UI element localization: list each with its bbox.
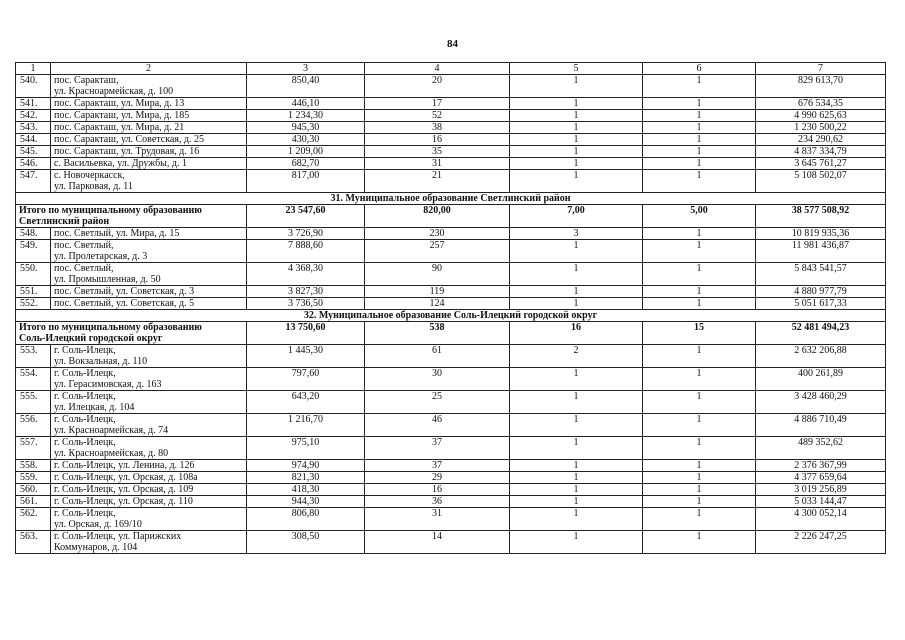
row-col6: 1 <box>643 460 756 472</box>
row-residents: 257 <box>365 240 510 263</box>
page-number: 84 <box>447 38 458 50</box>
row-col5: 1 <box>510 122 643 134</box>
table-row <box>16 75 886 98</box>
row-address-line: ул. Орская, д. 169/10 <box>54 519 142 530</box>
row-address <box>51 472 247 484</box>
row-cost: 2 632 206,88 <box>756 345 886 368</box>
row-address <box>51 484 247 496</box>
column-header: 3 <box>247 63 365 75</box>
row-residents: 119 <box>365 286 510 298</box>
row-cost: 234 290,62 <box>756 134 886 146</box>
total-col6: 5,00 <box>643 205 756 228</box>
row-col6: 1 <box>643 263 756 286</box>
table-row <box>16 286 886 298</box>
row-number: 555. <box>16 391 51 414</box>
row-residents: 52 <box>365 110 510 122</box>
row-residents: 20 <box>365 75 510 98</box>
row-residents: 29 <box>365 472 510 484</box>
section-title: 32. Муниципальное образование Соль-Илецкий городской округ <box>16 310 886 322</box>
row-col6: 1 <box>643 391 756 414</box>
row-cost: 4 377 659,64 <box>756 472 886 484</box>
table-header-row <box>16 63 886 75</box>
row-col5: 1 <box>510 170 643 193</box>
table-row <box>16 508 886 531</box>
row-col6: 1 <box>643 286 756 298</box>
housing-registry-table <box>15 62 886 554</box>
row-cost: 4 990 625,63 <box>756 110 886 122</box>
row-address <box>51 368 247 391</box>
row-residents: 90 <box>365 263 510 286</box>
row-number: 554. <box>16 368 51 391</box>
row-col6: 1 <box>643 158 756 170</box>
row-col6: 1 <box>643 531 756 554</box>
row-cost: 400 261,89 <box>756 368 886 391</box>
row-area: 3 827,30 <box>247 286 365 298</box>
table-row <box>16 134 886 146</box>
row-col5: 1 <box>510 240 643 263</box>
table-row <box>16 472 886 484</box>
row-address-line: ул. Красноармейская, д. 100 <box>54 86 174 97</box>
row-col6: 1 <box>643 414 756 437</box>
section-heading-row <box>16 193 886 205</box>
row-cost: 10 819 935,36 <box>756 228 886 240</box>
row-col6: 1 <box>643 75 756 98</box>
row-cost: 4 837 334,79 <box>756 146 886 158</box>
row-address <box>51 122 247 134</box>
row-col5: 1 <box>510 134 643 146</box>
row-address-line: г. Соль-Илецк, ул. Парижских <box>54 531 182 542</box>
row-address-line: ул. Парковая, д. 11 <box>54 181 133 192</box>
row-col5: 1 <box>510 414 643 437</box>
row-number: 561. <box>16 496 51 508</box>
row-number: 541. <box>16 98 51 110</box>
row-address <box>51 496 247 508</box>
row-residents: 21 <box>365 170 510 193</box>
row-address-line: с. Васильевка, ул. Дружбы, д. 1 <box>54 158 187 169</box>
row-address-line: ул. Илецкая, д. 104 <box>54 402 135 413</box>
row-area: 817,00 <box>247 170 365 193</box>
column-header: 5 <box>510 63 643 75</box>
row-address-line: пос. Светлый, <box>54 263 114 274</box>
row-address-line: пос. Саракташ, ул. Мира, д. 185 <box>54 110 190 121</box>
row-address <box>51 508 247 531</box>
row-cost: 5 033 144,47 <box>756 496 886 508</box>
total-residents: 820,00 <box>365 205 510 228</box>
row-col5: 1 <box>510 460 643 472</box>
row-area: 974,90 <box>247 460 365 472</box>
row-col6: 1 <box>643 122 756 134</box>
row-col5: 1 <box>510 496 643 508</box>
table-row <box>16 122 886 134</box>
row-address-line: ул. Пролетарская, д. 3 <box>54 251 148 262</box>
row-cost: 2 226 247,25 <box>756 531 886 554</box>
table-row <box>16 170 886 193</box>
row-address <box>51 240 247 263</box>
total-row <box>16 205 886 228</box>
row-address-line: пос. Саракташ, ул. Советская, д. 25 <box>54 134 205 145</box>
row-area: 3 736,50 <box>247 298 365 310</box>
row-cost: 5 051 617,33 <box>756 298 886 310</box>
table-row <box>16 158 886 170</box>
row-address-line: г. Соль-Илецк, ул. Орская, д. 108а <box>54 472 198 483</box>
row-address-line: г. Соль-Илецк, <box>54 391 116 402</box>
row-address <box>51 263 247 286</box>
row-col5: 3 <box>510 228 643 240</box>
column-header: 7 <box>756 63 886 75</box>
row-area: 1 445,30 <box>247 345 365 368</box>
row-cost: 829 613,70 <box>756 75 886 98</box>
total-label <box>16 322 247 345</box>
row-col5: 1 <box>510 75 643 98</box>
row-col5: 1 <box>510 472 643 484</box>
row-address-line: пос. Светлый, ул. Мира, д. 15 <box>54 228 180 239</box>
row-col6: 1 <box>643 368 756 391</box>
row-residents: 17 <box>365 98 510 110</box>
row-col6: 1 <box>643 98 756 110</box>
row-area: 643,20 <box>247 391 365 414</box>
row-residents: 124 <box>365 298 510 310</box>
row-col6: 1 <box>643 484 756 496</box>
row-area: 430,30 <box>247 134 365 146</box>
row-area: 850,40 <box>247 75 365 98</box>
row-col6: 1 <box>643 228 756 240</box>
row-address-line: г. Соль-Илецк, <box>54 437 116 448</box>
row-cost: 11 981 436,87 <box>756 240 886 263</box>
row-col6: 1 <box>643 508 756 531</box>
row-col5: 1 <box>510 158 643 170</box>
row-number: 542. <box>16 110 51 122</box>
table-row <box>16 263 886 286</box>
row-area: 945,30 <box>247 122 365 134</box>
row-number: 549. <box>16 240 51 263</box>
row-col6: 1 <box>643 437 756 460</box>
total-label-line: Итого по муниципальному образованию <box>19 205 202 216</box>
row-residents: 230 <box>365 228 510 240</box>
table-row <box>16 146 886 158</box>
row-address-line: г. Соль-Илецк, <box>54 368 116 379</box>
row-col6: 1 <box>643 345 756 368</box>
row-col5: 1 <box>510 146 643 158</box>
row-address-line: ул. Вокзальная, д. 110 <box>54 356 148 367</box>
total-cost: 52 481 494,23 <box>756 322 886 345</box>
row-col6: 1 <box>643 146 756 158</box>
row-address <box>51 134 247 146</box>
row-number: 547. <box>16 170 51 193</box>
table-row <box>16 228 886 240</box>
row-residents: 30 <box>365 368 510 391</box>
total-label <box>16 205 247 228</box>
row-address <box>51 460 247 472</box>
row-area: 682,70 <box>247 158 365 170</box>
row-number: 551. <box>16 286 51 298</box>
row-residents: 38 <box>365 122 510 134</box>
row-address-line: пос. Саракташ, ул. Мира, д. 13 <box>54 98 185 109</box>
row-address-line: пос. Светлый, ул. Советская, д. 5 <box>54 298 195 309</box>
row-residents: 16 <box>365 134 510 146</box>
total-col5: 16 <box>510 322 643 345</box>
row-col5: 1 <box>510 298 643 310</box>
row-col6: 1 <box>643 110 756 122</box>
row-address-line: г. Соль-Илецк, <box>54 508 116 519</box>
row-address-line: пос. Саракташ, <box>54 75 119 86</box>
table-row <box>16 414 886 437</box>
row-address <box>51 170 247 193</box>
row-address <box>51 98 247 110</box>
row-residents: 37 <box>365 437 510 460</box>
row-col6: 1 <box>643 496 756 508</box>
row-address <box>51 158 247 170</box>
row-residents: 31 <box>365 158 510 170</box>
row-area: 1 209,00 <box>247 146 365 158</box>
row-residents: 31 <box>365 508 510 531</box>
table-row <box>16 391 886 414</box>
row-number: 543. <box>16 122 51 134</box>
row-address <box>51 531 247 554</box>
row-col5: 1 <box>510 531 643 554</box>
table-row <box>16 240 886 263</box>
row-number: 563. <box>16 531 51 554</box>
row-col5: 1 <box>510 437 643 460</box>
row-address-line: Коммунаров, д. 104 <box>54 542 138 553</box>
row-area: 3 726,90 <box>247 228 365 240</box>
section-title: 31. Муниципальное образование Светлинский район <box>16 193 886 205</box>
row-area: 944,30 <box>247 496 365 508</box>
table-row <box>16 437 886 460</box>
row-col5: 1 <box>510 368 643 391</box>
total-residents: 538 <box>365 322 510 345</box>
row-col5: 1 <box>510 484 643 496</box>
row-number: 559. <box>16 472 51 484</box>
row-col5: 1 <box>510 98 643 110</box>
row-residents: 36 <box>365 496 510 508</box>
row-area: 418,30 <box>247 484 365 496</box>
total-label-line: Соль-Илецкий городской округ <box>19 333 163 344</box>
row-number: 557. <box>16 437 51 460</box>
row-number: 552. <box>16 298 51 310</box>
row-col6: 1 <box>643 298 756 310</box>
column-header: 4 <box>365 63 510 75</box>
row-address <box>51 146 247 158</box>
row-residents: 25 <box>365 391 510 414</box>
row-address <box>51 437 247 460</box>
row-address-line: г. Соль-Илецк, <box>54 414 116 425</box>
total-col5: 7,00 <box>510 205 643 228</box>
row-col6: 1 <box>643 240 756 263</box>
row-cost: 3 428 460,29 <box>756 391 886 414</box>
row-address-line: ул. Красноармейская, д. 74 <box>54 425 169 436</box>
row-number: 562. <box>16 508 51 531</box>
row-area: 308,50 <box>247 531 365 554</box>
row-area: 821,30 <box>247 472 365 484</box>
row-cost: 4 886 710,49 <box>756 414 886 437</box>
row-residents: 37 <box>365 460 510 472</box>
row-address <box>51 298 247 310</box>
total-area: 23 547,60 <box>247 205 365 228</box>
row-number: 553. <box>16 345 51 368</box>
row-address <box>51 414 247 437</box>
row-address <box>51 228 247 240</box>
row-col5: 1 <box>510 286 643 298</box>
total-col6: 15 <box>643 322 756 345</box>
column-header: 2 <box>51 63 247 75</box>
row-area: 4 368,30 <box>247 263 365 286</box>
row-cost: 2 376 367,99 <box>756 460 886 472</box>
total-row <box>16 322 886 345</box>
section-heading-row <box>16 310 886 322</box>
row-number: 546. <box>16 158 51 170</box>
row-address-line: пос. Светлый, ул. Советская, д. 3 <box>54 286 195 297</box>
row-area: 975,10 <box>247 437 365 460</box>
row-col6: 1 <box>643 170 756 193</box>
row-address-line: ул. Промышленная, д. 50 <box>54 274 161 285</box>
row-residents: 61 <box>365 345 510 368</box>
table-row <box>16 531 886 554</box>
row-area: 7 888,60 <box>247 240 365 263</box>
row-col5: 1 <box>510 391 643 414</box>
row-address-line: г. Соль-Илецк, ул. Орская, д. 110 <box>54 496 193 507</box>
row-address-line: г. Соль-Илецк, ул. Орская, д. 109 <box>54 484 194 495</box>
row-cost: 3 645 761,27 <box>756 158 886 170</box>
row-number: 548. <box>16 228 51 240</box>
row-number: 540. <box>16 75 51 98</box>
total-label-line: Итого по муниципальному образованию <box>19 322 202 333</box>
column-header: 6 <box>643 63 756 75</box>
row-cost: 4 880 977,79 <box>756 286 886 298</box>
total-label-line: Светлинский район <box>19 216 110 227</box>
total-area: 13 750,60 <box>247 322 365 345</box>
total-cost: 38 577 508,92 <box>756 205 886 228</box>
row-address-line: г. Соль-Илецк, <box>54 345 116 356</box>
row-area: 1 216,70 <box>247 414 365 437</box>
row-cost: 3 019 256,89 <box>756 484 886 496</box>
row-area: 797,60 <box>247 368 365 391</box>
row-address-line: с. Новочеркасск, <box>54 170 125 181</box>
row-address-line: ул. Герасимовская, д. 163 <box>54 379 162 390</box>
row-residents: 35 <box>365 146 510 158</box>
row-col5: 1 <box>510 508 643 531</box>
row-address-line: ул. Красноармейская, д. 80 <box>54 448 169 459</box>
row-col6: 1 <box>643 472 756 484</box>
table-row <box>16 345 886 368</box>
row-cost: 4 300 052,14 <box>756 508 886 531</box>
row-number: 558. <box>16 460 51 472</box>
row-residents: 46 <box>365 414 510 437</box>
row-address <box>51 391 247 414</box>
row-col5: 1 <box>510 263 643 286</box>
row-cost: 676 534,35 <box>756 98 886 110</box>
table-row <box>16 110 886 122</box>
row-area: 1 234,30 <box>247 110 365 122</box>
row-number: 545. <box>16 146 51 158</box>
row-number: 556. <box>16 414 51 437</box>
row-cost: 5 843 541,57 <box>756 263 886 286</box>
row-col5: 2 <box>510 345 643 368</box>
row-address <box>51 110 247 122</box>
column-header: 1 <box>16 63 51 75</box>
row-address-line: пос. Светлый, <box>54 240 114 251</box>
row-address <box>51 75 247 98</box>
table-row <box>16 460 886 472</box>
row-area: 806,80 <box>247 508 365 531</box>
table-row <box>16 298 886 310</box>
row-number: 550. <box>16 263 51 286</box>
table-row <box>16 484 886 496</box>
row-address-line: пос. Саракташ, ул. Мира, д. 21 <box>54 122 185 133</box>
row-number: 560. <box>16 484 51 496</box>
row-cost: 1 230 500,22 <box>756 122 886 134</box>
table-row <box>16 98 886 110</box>
row-address <box>51 345 247 368</box>
row-col6: 1 <box>643 134 756 146</box>
row-address <box>51 286 247 298</box>
row-address-line: г. Соль-Илецк, ул. Ленина, д. 126 <box>54 460 195 471</box>
row-cost: 489 352,62 <box>756 437 886 460</box>
row-cost: 5 108 502,07 <box>756 170 886 193</box>
table-row <box>16 496 886 508</box>
row-residents: 14 <box>365 531 510 554</box>
row-col5: 1 <box>510 110 643 122</box>
row-residents: 16 <box>365 484 510 496</box>
row-area: 446,10 <box>247 98 365 110</box>
table-row <box>16 368 886 391</box>
row-address-line: пос. Саракташ, ул. Трудовая, д. 16 <box>54 146 200 157</box>
row-number: 544. <box>16 134 51 146</box>
